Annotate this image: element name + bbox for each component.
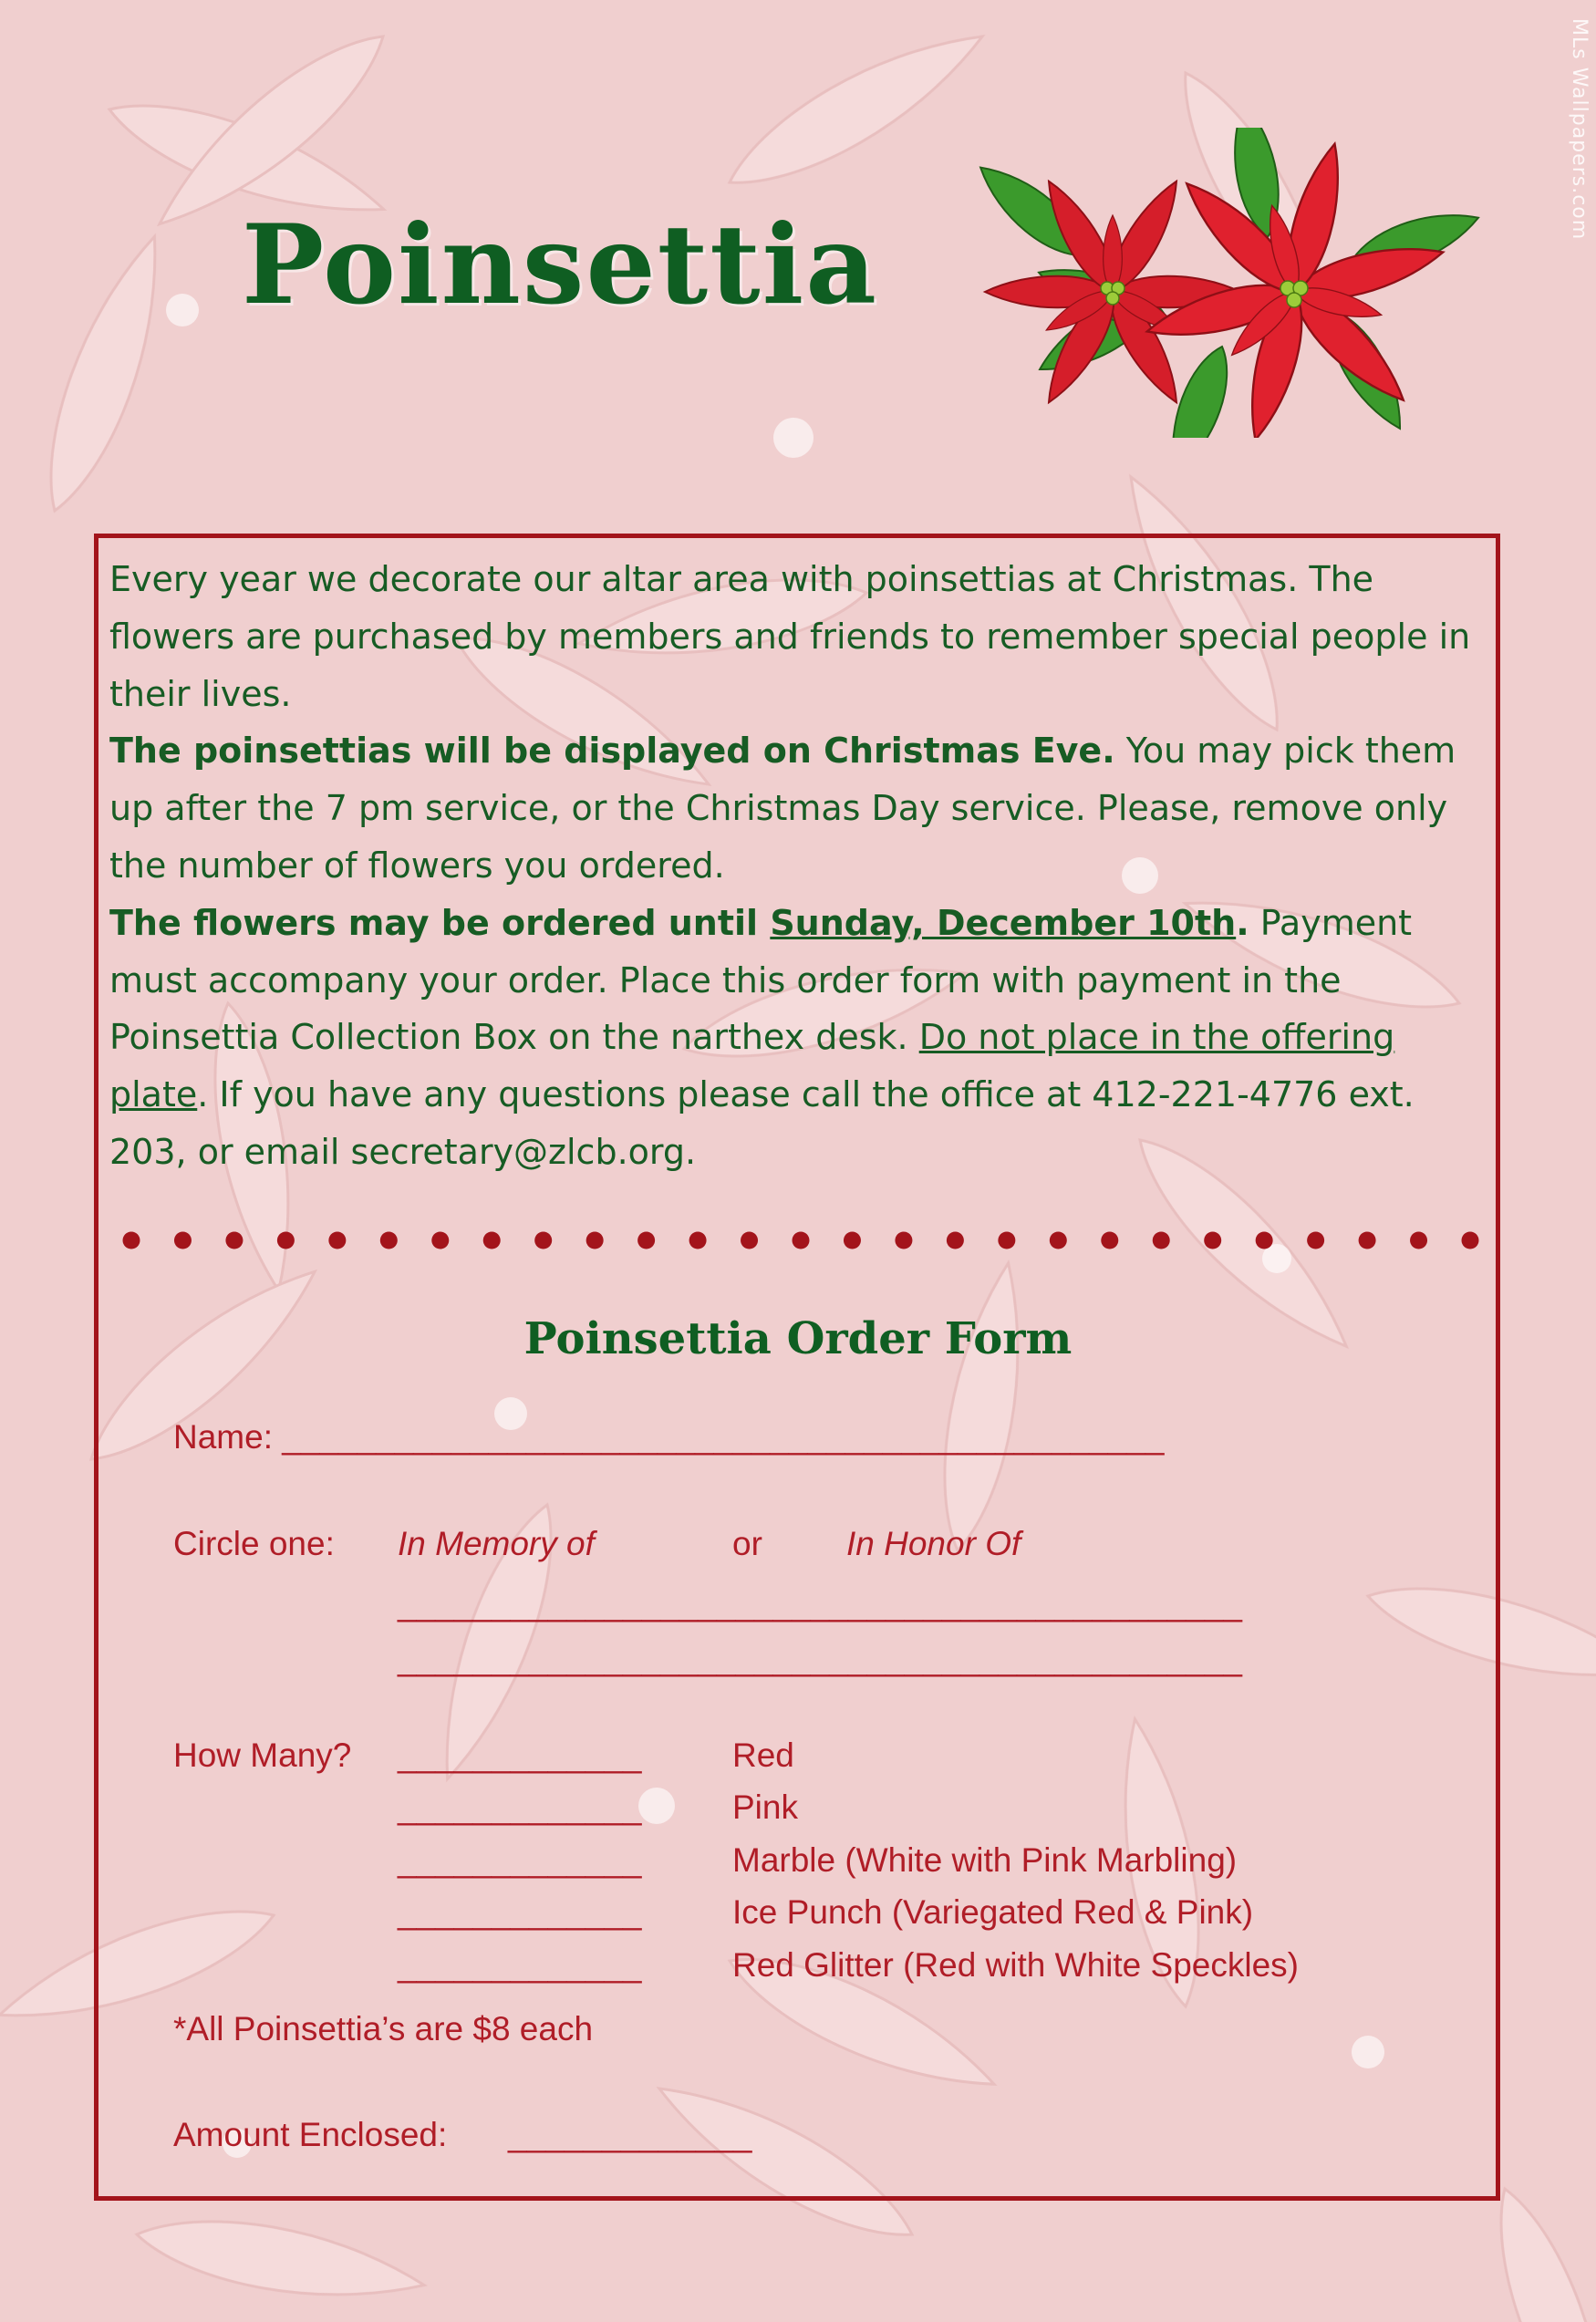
divider-dot [844,1232,861,1249]
intro-paragraph-3 [109,895,1491,1181]
pickup-instructions: You may pick them up after the 7 pm service, or the Christmas Day service. Please, remove only the number of flowers you ordered. [109,731,1456,886]
order-deadline-label: The flowers may be ordered until [109,902,771,943]
offering-plate-warning: Do not place in the offering plate [109,1017,1395,1115]
contact-info: . If you have any questions please call the office at 412-221-4776 ext. 203, or email secretary@zlcb.org. [109,1074,1415,1172]
divider-dot [328,1232,346,1249]
divider-dot [277,1232,295,1249]
qty-field-ice-punch[interactable]: _____________ [398,1893,642,1931]
divider-dot [1462,1232,1479,1249]
divider-dot [174,1232,192,1249]
amount-enclosed-label: Amount Enclosed: [173,2116,448,2153]
divider-dot [1256,1232,1273,1249]
order-deadline-date: Sunday, December 10th [770,902,1237,943]
divider-dot [431,1232,449,1249]
intro-paragraph-1: Every year we decorate our altar area with poinsettias at Christmas. The flowers are purchased by members and friends to remember special people in their lives. [109,559,1471,714]
qty-field-red[interactable]: _____________ [398,1736,642,1774]
dotted-divider [117,1222,1485,1259]
divider-dot [1101,1232,1118,1249]
divider-dot [947,1232,964,1249]
divider-dot [895,1232,912,1249]
name-field[interactable]: Name: _______________________________________________ [173,1418,1165,1456]
divider-dot [225,1232,243,1249]
circle-one-label: Circle one: [173,1525,335,1562]
divider-dot [534,1232,552,1249]
or-label: or [732,1525,762,1562]
divider-dot [998,1232,1015,1249]
page-title: Poinsettia [242,201,878,329]
color-option-ice-punch: Ice Punch (Variegated Red & Pink) [732,1893,1254,1931]
divider-dot [793,1232,810,1249]
poinsettia-flowers-illustration [948,128,1496,438]
display-notice: The poinsettias will be displayed on Christmas Eve. [109,731,1115,772]
color-option-marble: Marble (White with Pink Marbling) [732,1841,1238,1879]
order-form-title: Poinsettia Order Form [523,1313,1073,1364]
price-note: *All Poinsettia’s are $8 each [173,2010,594,2047]
divider-dot [1204,1232,1221,1249]
qty-field-pink[interactable]: _____________ [398,1788,642,1826]
watermark: MLs Wallpapers.com [1568,18,1591,241]
divider-dot [380,1232,398,1249]
color-option-red-glitter: Red Glitter (Red with White Speckles) [732,1946,1299,1984]
divider-dot [1359,1232,1376,1249]
divider-dot [689,1232,707,1249]
divider-dot [123,1232,140,1249]
option-in-honor-of[interactable]: In Honor Of [846,1525,1021,1562]
intro-paragraph-2 [109,722,1491,894]
divider-dot [741,1232,758,1249]
how-many-label: How Many? [173,1736,352,1774]
option-in-memory-of[interactable]: In Memory of [398,1525,595,1562]
qty-field-red-glitter[interactable]: _____________ [398,1946,642,1984]
divider-dot [586,1232,604,1249]
divider-dot [1307,1232,1324,1249]
honoree-line-2[interactable]: _____________________________________________ [398,1640,1242,1677]
divider-dot [637,1232,655,1249]
divider-dot [483,1232,501,1249]
honoree-line-1[interactable]: _____________________________________________ [398,1585,1242,1622]
order-deadline-period: . [1236,902,1249,943]
color-option-pink: Pink [732,1788,798,1826]
divider-dot [1410,1232,1427,1249]
intro-text [109,551,1491,1181]
payment-instructions: Payment must accompany your order. Place this order form with payment in the Poinsettia Collection Box on the narthex desk. [109,902,1413,1058]
divider-dot [1153,1232,1170,1249]
color-option-red: Red [732,1736,794,1774]
amount-enclosed-field[interactable]: _____________ [508,2116,752,2153]
divider-dot [1050,1232,1067,1249]
qty-field-marble[interactable]: _____________ [398,1841,642,1879]
